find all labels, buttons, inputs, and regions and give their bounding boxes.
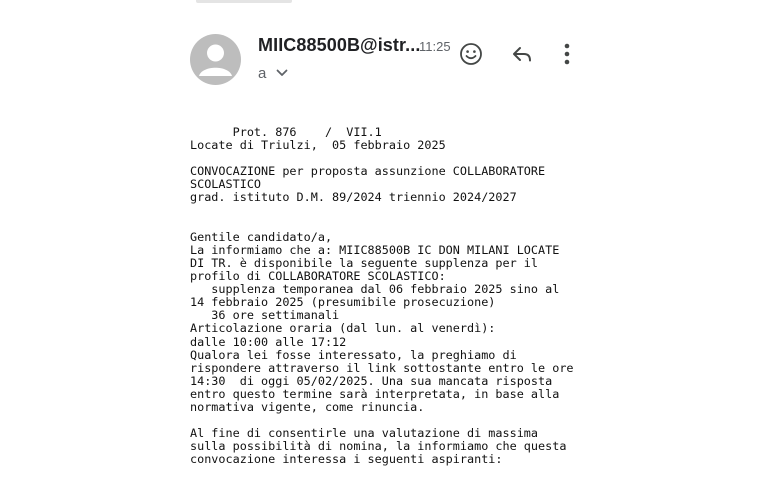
sender-address[interactable]: MIIC88500B@istr... bbox=[258, 35, 421, 55]
emoji-icon bbox=[459, 42, 483, 71]
reply-button[interactable] bbox=[508, 42, 536, 70]
message-time: 11:25 bbox=[419, 39, 451, 54]
chevron-down-icon bbox=[276, 64, 288, 82]
more-vert-icon bbox=[564, 43, 570, 70]
person-avatar-icon[interactable] bbox=[190, 34, 241, 85]
more-options-button[interactable] bbox=[554, 42, 580, 70]
reply-icon bbox=[510, 42, 534, 71]
recipient-label: a bbox=[258, 64, 267, 82]
emoji-reaction-button[interactable] bbox=[457, 42, 485, 70]
message-body: Prot. 876 / VII.1 Locate di Triulzi, 05 febbraio 2025 CONVOCAZIONE per proposta assunzione COLLABORATORE SCOLASTICO grad. istituto D.M. 89/2024 triennio 2024/2027 Gentile candidato/a, La informiamo che a: MIIC88500B IC DON MILANI LOCATE DI TR. è disponibile la seguente supplenza per il profilo di COLLABORATORE SCOLASTICO: supplenza temporanea dal 06 febbraio 2025 sino al 14 febbraio 2025 (presumibile prosecuzione) 36 ore settimanali Articolazione oraria (dal lun. al venerdì): dalle 10:00 alle 17:12 Qualora lei fosse interessato, la preghiamo di rispondere attraverso il link sottostante entro le ore 14:30 di oggi 05/02/2025. Una sua mancata risposta entro questo termine sarà interpretata, in base alla normativa vigente, come rinuncia. Al fine di consentirle una valutazione di massima sulla possibilità di nomina, la informiamo che questa convocazione interessa i seguenti aspiranti: bbox=[190, 125, 574, 467]
top-divider bbox=[196, 0, 292, 3]
recipient-details-toggle[interactable] bbox=[258, 64, 288, 82]
